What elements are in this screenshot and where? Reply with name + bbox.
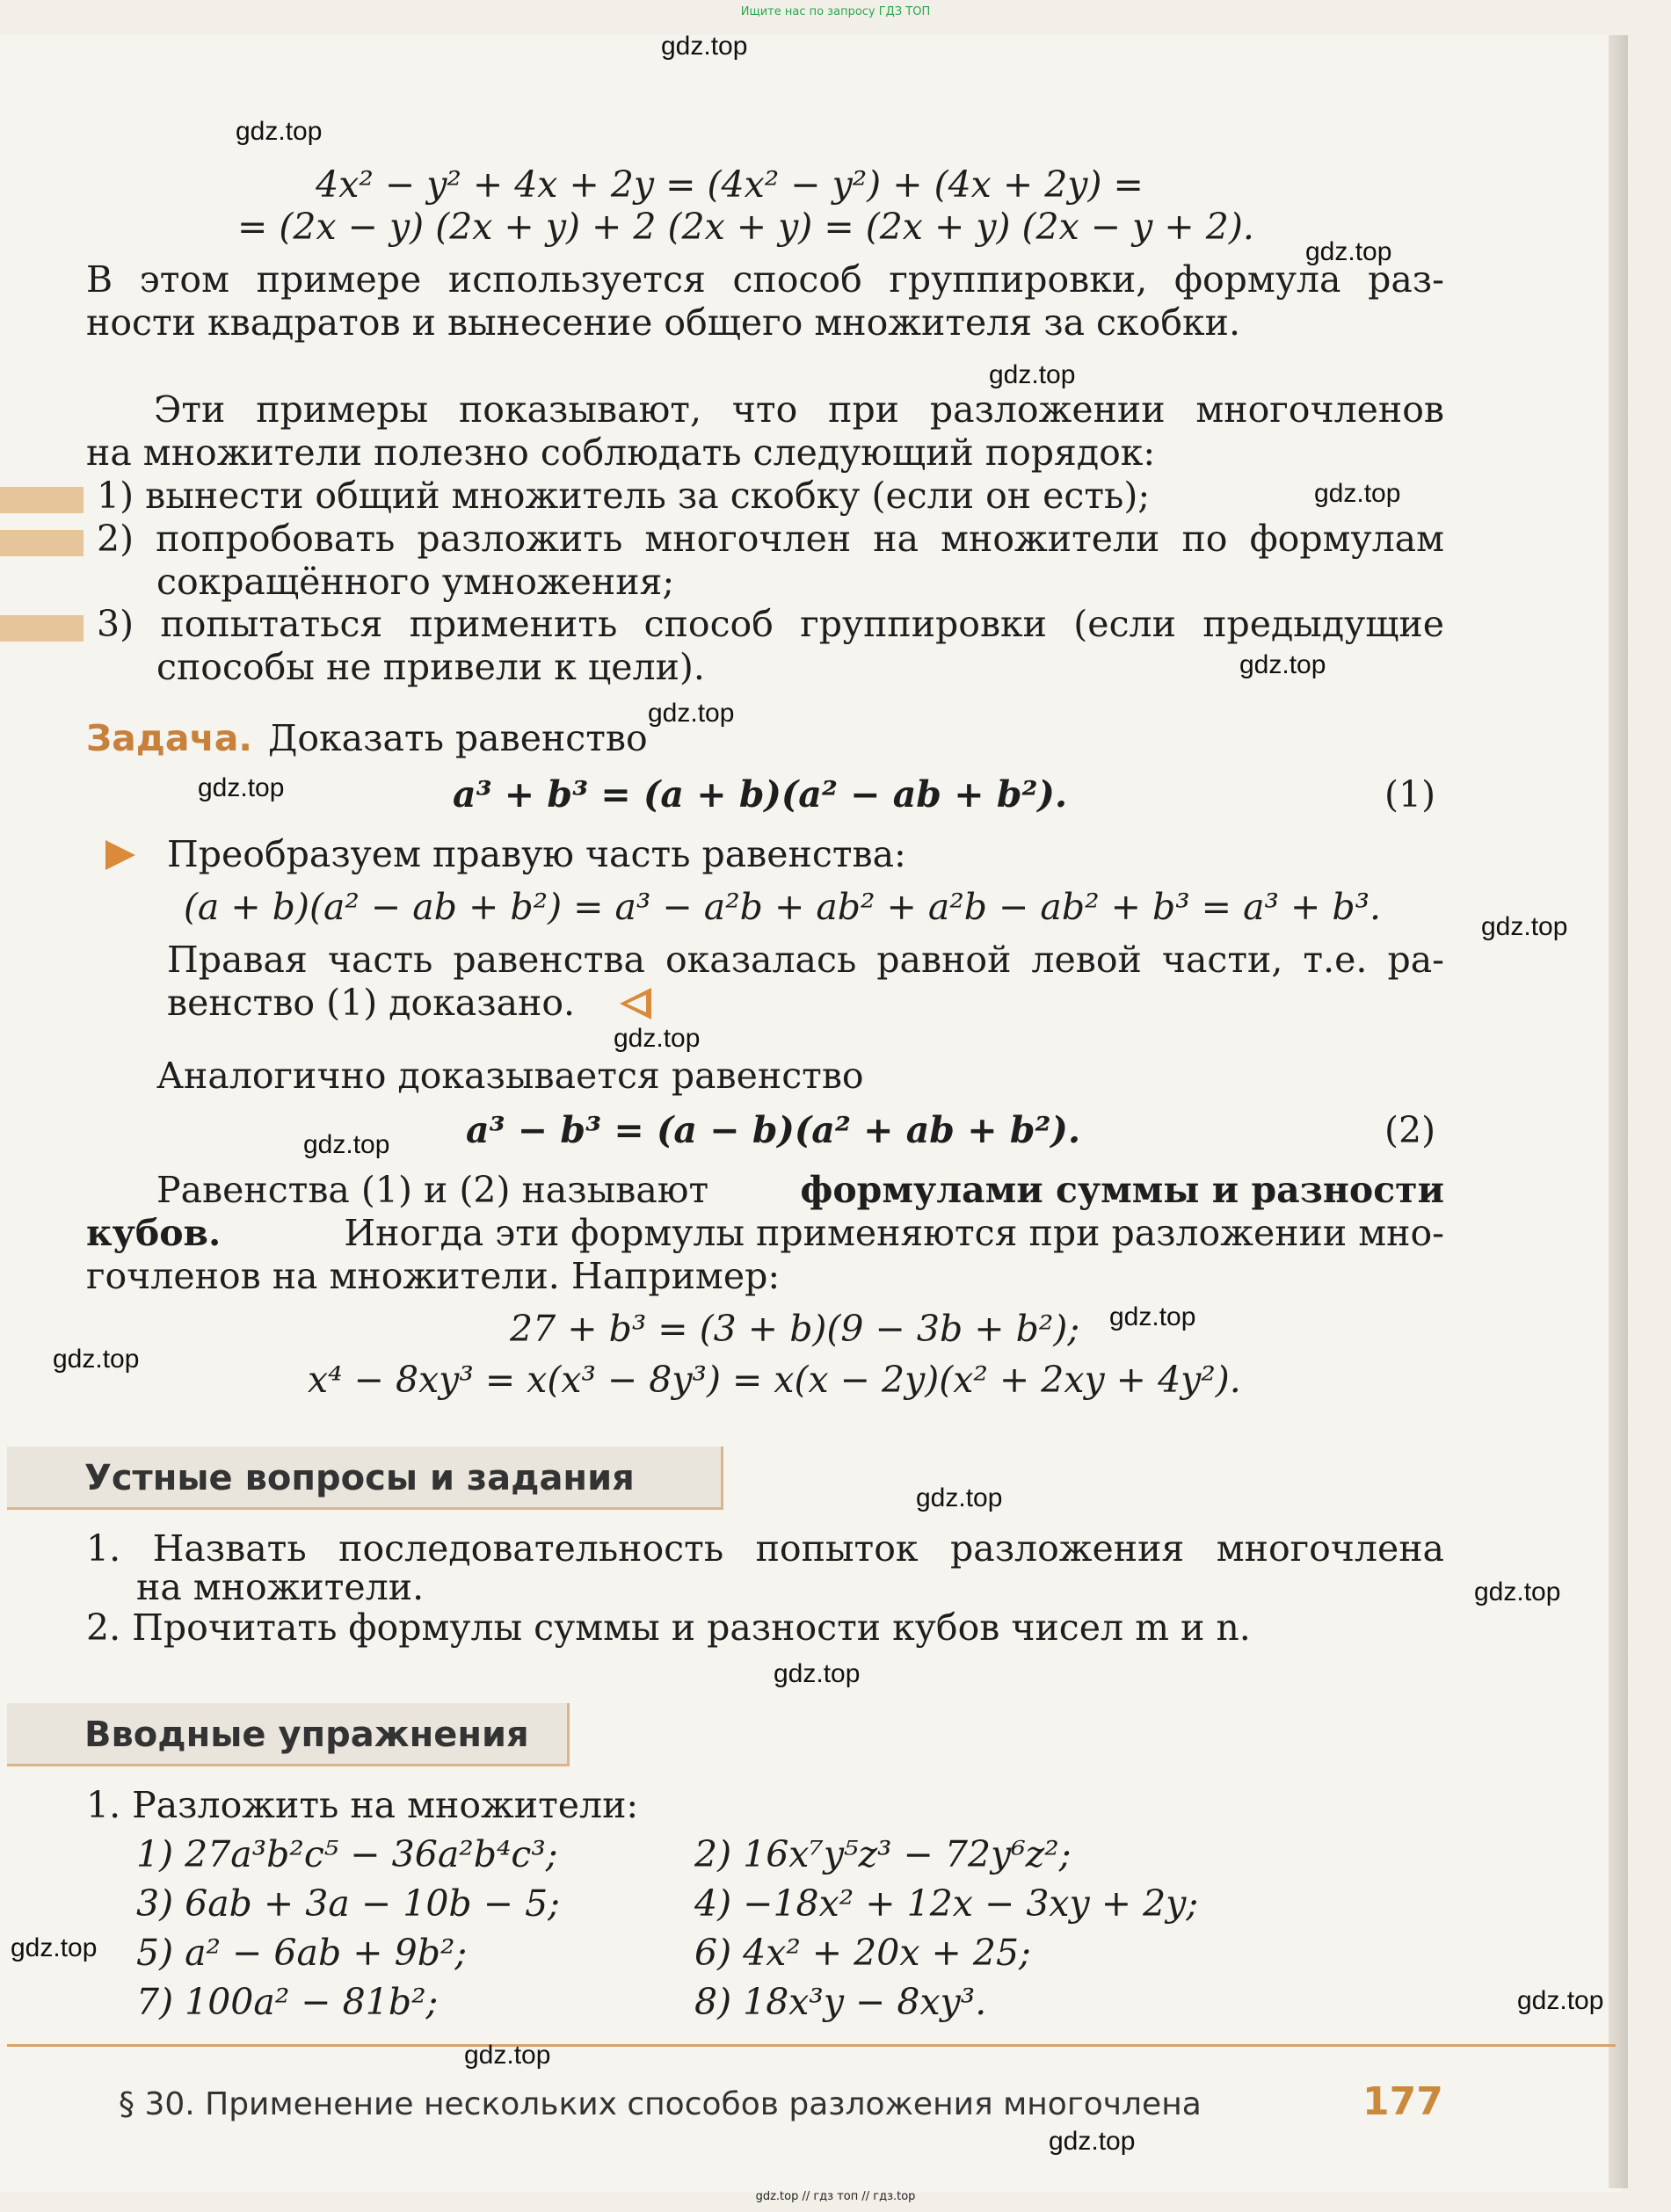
- order-step-3-line1: 3) попытаться применить способ группировки (если предыдущие: [97, 603, 1444, 645]
- example-text-line1: В этом примере используется способ группировки, формула раз-: [86, 258, 1444, 301]
- cubes-text-line3: гочленов на множители. Например:: [86, 1255, 781, 1297]
- analog-text: Аналогично доказывается равенство: [156, 1055, 864, 1097]
- cubes-example-1: 27 + b³ = (3 + b)(9 − 3b + b²);: [510, 1308, 1080, 1350]
- watermark: gdz.top: [198, 773, 285, 802]
- formula-number-2: (2): [1384, 1109, 1436, 1151]
- exercise-item-2: 2) 16x⁷y⁵z³ − 72y⁶z²;: [694, 1833, 1072, 1875]
- order-step-3-line2: способы не привели к цели).: [156, 646, 705, 688]
- watermark: gdz.top: [11, 1933, 98, 1962]
- watermark: gdz.top: [236, 117, 323, 146]
- watermark: gdz.top: [916, 1483, 1003, 1512]
- order-intro-line1: Эти примеры показывают, что при разложении многочленов: [154, 388, 1444, 431]
- bottom-watermark-links[interactable]: gdz.top // гдз топ // гдз.top: [755, 2190, 916, 2203]
- cubes-text-line2: [86, 1212, 1444, 1254]
- cubes-text-line1-plain: Равенства (1) и (2) называют: [156, 1169, 709, 1211]
- step-marker-3: [0, 615, 84, 642]
- step-marker-2: [0, 530, 84, 556]
- proof-end-icon: [620, 988, 651, 1019]
- watermark: gdz.top: [53, 1345, 140, 1374]
- oral-question-2: 2. Прочитать формулы суммы и разности кубов чисел m и n.: [86, 1606, 1251, 1649]
- formula-number-1: (1): [1384, 773, 1436, 816]
- watermark: gdz.top: [661, 32, 748, 61]
- cubes-text-line1-bold: формулами суммы и разности: [800, 1169, 1444, 1211]
- sum-of-cubes-formula: a³ + b³ = (a + b)(a² − ab + b²).: [453, 773, 1068, 816]
- proof-conclusion-line1: Правая часть равенства оказалась равной левой части, т.е. ра-: [167, 939, 1444, 981]
- order-intro-line2: на множители полезно соблюдать следующий порядок:: [86, 432, 1156, 474]
- task-label: Задача.: [86, 717, 252, 759]
- watermark: gdz.top: [614, 1024, 701, 1053]
- difference-of-cubes-formula: a³ − b³ = (a − b)(a² + ab + b²).: [466, 1109, 1081, 1151]
- exercise-item-7: 7) 100a² − 81b²;: [136, 1981, 439, 2023]
- watermark: gdz.top: [1049, 2127, 1136, 2156]
- watermark: gdz.top: [1314, 479, 1401, 508]
- watermark: gdz.top: [1474, 1577, 1561, 1606]
- watermark: gdz.top: [1239, 650, 1326, 679]
- exercise-item-6: 6) 4x² + 20x + 25;: [694, 1932, 1031, 1974]
- footer-section-title: § 30. Применение нескольких способов разложения многочлена: [119, 2086, 1202, 2122]
- step-marker-1: [0, 487, 84, 513]
- exercise-item-1: 1) 27a³b²c⁵ − 36a²b⁴c³;: [136, 1833, 558, 1875]
- order-step-1: 1) вынести общий множитель за скобку (если он есть);: [97, 475, 1151, 517]
- watermark: gdz.top: [303, 1130, 390, 1159]
- intro-exercises-heading: Вводные упражнения: [7, 1703, 570, 1766]
- cubes-example-2: x⁴ − 8xy³ = x(x³ − 8y³) = x(x − 2y)(x² + 2xy + 4y²).: [308, 1359, 1241, 1401]
- watermark: gdz.top: [464, 2041, 551, 2070]
- task-text: Доказать равенство: [268, 717, 648, 759]
- proof-formula: (a + b)(a² − ab + b²) = a³ − a²b + ab² + a²b − ab² + b³ = a³ + b³.: [183, 886, 1382, 928]
- page-edge: [1609, 35, 1628, 2188]
- watermark: gdz.top: [1517, 1986, 1604, 2015]
- order-step-2-line1: 2) попробовать разложить многочлен на множители по формулам: [97, 518, 1444, 560]
- exercise-item-5: 5) a² − 6ab + 9b²;: [136, 1932, 468, 1974]
- footer-divider: [7, 2044, 1616, 2047]
- exercise-1-task: 1. Разложить на множители:: [86, 1784, 639, 1826]
- example-formula-line1: 4x² − y² + 4x + 2y = (4x² − y²) + (4x + 2y) =: [316, 163, 1144, 206]
- order-step-2-line2: сокращённого умножения;: [156, 561, 675, 603]
- top-search-hint[interactable]: Ищите нас по запросу ГДЗ ТОП: [740, 5, 931, 18]
- exercise-item-4: 4) −18x² + 12x − 3xy + 2y;: [694, 1882, 1199, 1925]
- exercise-item-8: 8) 18x³y − 8xy³.: [694, 1981, 987, 2023]
- example-formula-line2: = (2x − y) (2x + y) + 2 (2x + y) = (2x + y) (2x − y + 2).: [237, 206, 1254, 248]
- oral-question-1-line2: на множители.: [136, 1566, 425, 1608]
- cubes-text-line2-plain: Иногда эти формулы применяются при разложении мно-: [344, 1212, 1444, 1254]
- watermark: gdz.top: [1305, 237, 1392, 266]
- exercise-item-3: 3) 6ab + 3a − 10b − 5;: [136, 1882, 560, 1925]
- proof-intro: Преобразуем правую часть равенства:: [167, 833, 906, 875]
- cubes-text-line2-bold: кубов.: [86, 1212, 222, 1254]
- watermark: gdz.top: [774, 1659, 861, 1688]
- cubes-text-line1: [156, 1169, 1444, 1211]
- oral-questions-heading: Устные вопросы и задания: [7, 1447, 723, 1510]
- watermark: gdz.top: [1481, 912, 1568, 941]
- oral-question-1-line1: 1. Назвать последовательность попыток разложения многочлена: [86, 1527, 1444, 1570]
- watermark: gdz.top: [1109, 1302, 1196, 1331]
- page-number: 177: [1362, 2079, 1443, 2124]
- proof-conclusion-line2: венство (1) доказано.: [167, 982, 576, 1024]
- proof-start-icon: [105, 840, 135, 870]
- watermark: gdz.top: [648, 699, 735, 728]
- watermark: gdz.top: [989, 360, 1076, 389]
- example-text-line2: ности квадратов и вынесение общего множителя за скобки.: [86, 301, 1240, 344]
